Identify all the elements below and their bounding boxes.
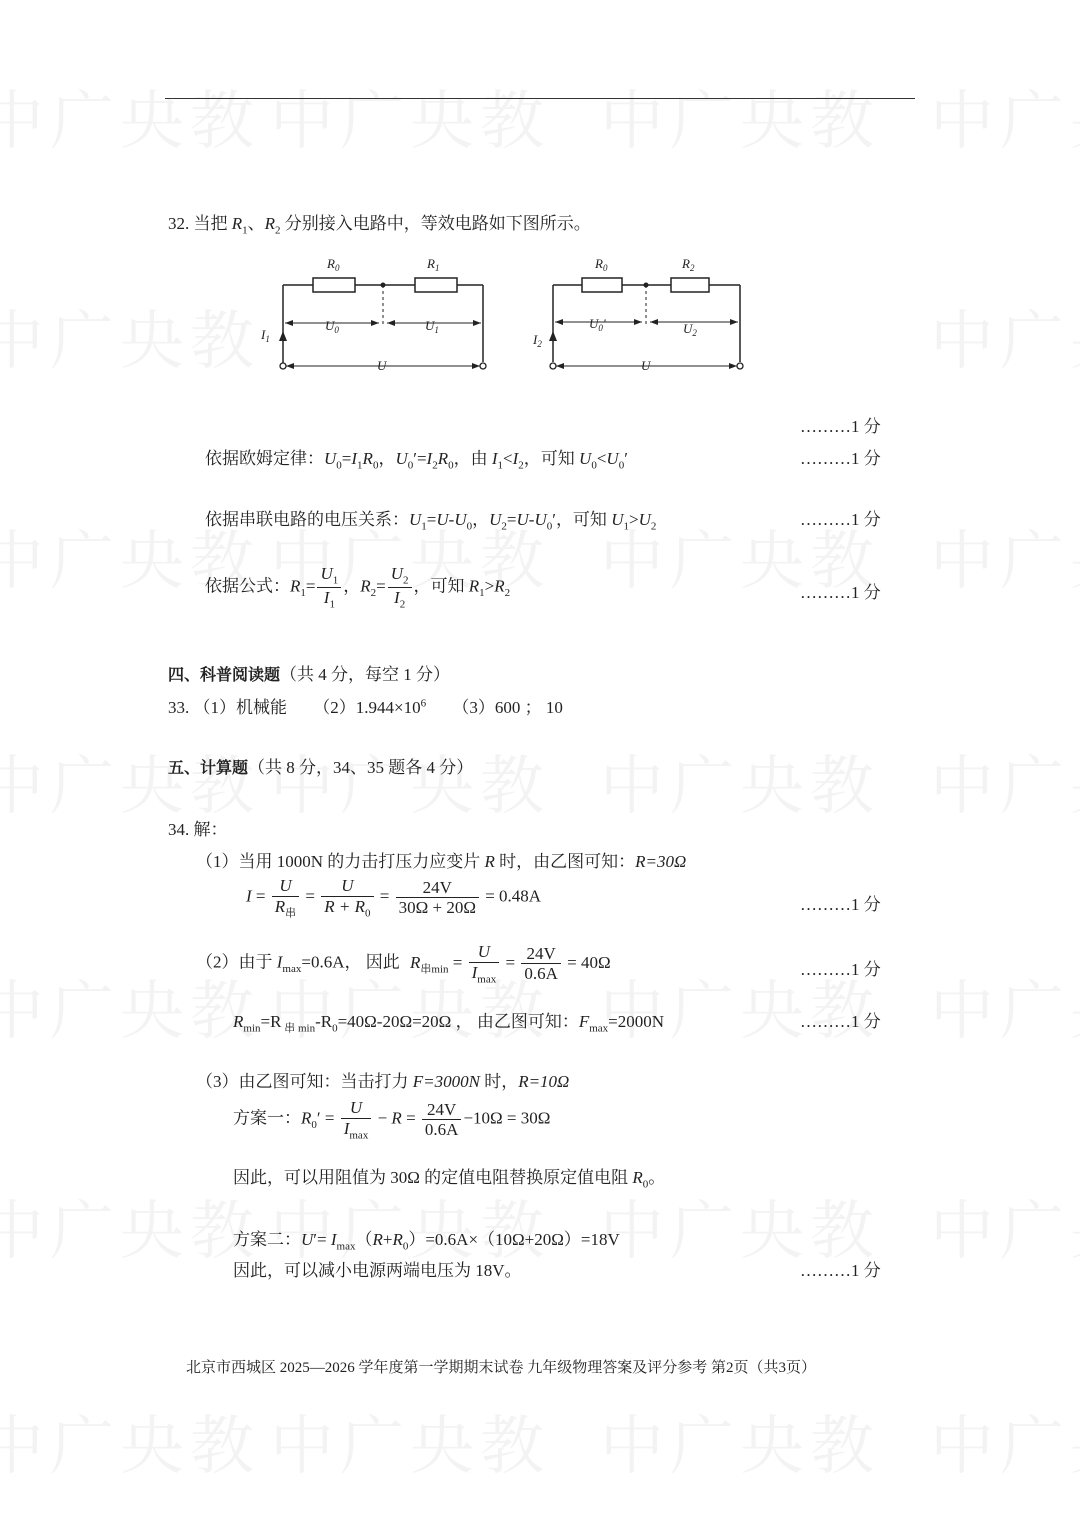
answer-2: $(2)1.944\times 10^6$: [313, 697, 427, 717]
q32-ohm-law-line: 依据欧姆定律：$U_0=I_1R_0$，$U_0'=I_2R_0$，由 $I_1<I_2$，可知 $U_0<U_0'$: [205, 449, 628, 472]
label-u: U: [641, 358, 651, 373]
sub: 1: [242, 224, 248, 237]
label-i1: I: [261, 327, 266, 342]
symbol-r2: R: [264, 214, 276, 233]
score-marker: ………1 分: [800, 895, 881, 914]
label-u1: U: [425, 318, 435, 333]
question-number: 33.: [168, 698, 190, 717]
svg-text:U1: [425, 318, 439, 335]
page-footer: 北京市西城区 2025—2026 学年度第一学期期末试卷 九年级物理答案及评分参考 第2页（共3页）: [186, 1360, 817, 1376]
prime: ′: [602, 316, 606, 331]
section-4-heading: [168, 660, 450, 685]
answer-3: （3）600 ； 10: [452, 698, 563, 717]
intro-text: 当把: [193, 214, 228, 233]
q34-plan1-conclusion: 因此，可以用阻值为 30Ω 的定值电阻替换原定值电阻 $R_0$。: [233, 1168, 666, 1191]
score-marker: ………1 分: [800, 510, 881, 529]
sub: 2: [537, 339, 542, 349]
watermark-text: [0, 290, 260, 382]
watermark-text: [270, 1395, 550, 1487]
line-mid: ，可知: [413, 576, 465, 596]
symbol-r1: R: [231, 214, 243, 233]
svg-text:U0′: [589, 316, 606, 333]
q32-formula-line: 依据公式：$R_1=$ $\frac{U_1}{I_1}$ ，$R_2=$ $\frac{U_2}{I_2}$ ，可知 $R_1>R_2$: [205, 564, 511, 611]
watermark-text: [930, 290, 1080, 382]
circuit-diagram-2: [525, 245, 775, 380]
line-prefix: 依据串联电路的电压关系：: [205, 510, 409, 529]
watermark-text: [270, 735, 550, 827]
label-u0-prime: U: [589, 316, 599, 331]
svg-text:I1: [260, 327, 270, 344]
watermark-text: [930, 960, 1080, 1052]
label-r0: R: [327, 256, 335, 271]
label-r0: R: [595, 256, 603, 271]
sub: 0: [598, 323, 603, 333]
intro-tail: 分别接入电路中，等效电路如下图所示。: [284, 214, 591, 233]
sub: 2: [692, 328, 697, 338]
watermark-text: [930, 510, 1080, 602]
label-u2: U: [683, 321, 693, 336]
line-prefix: 依据公式：: [205, 576, 290, 596]
label-u: U: [377, 358, 387, 373]
svg-text:I2: [532, 332, 542, 349]
section-title: 四、科普阅读题: [168, 665, 281, 684]
score-marker: ………1 分: [800, 1012, 881, 1031]
watermark-text: [930, 1395, 1080, 1487]
q32-intro: [168, 209, 591, 236]
svg-text:R0: [326, 256, 340, 273]
q33-answers: [168, 693, 563, 718]
q34-plan1: 方案一：$R_0'$ = $\frac{U}{I_{max}}$ − R = $\frac{24V}{0.6A}$ −10Ω = 30Ω: [233, 1098, 551, 1141]
answer-1: （1）机械能: [193, 698, 287, 717]
label-u0: U: [325, 318, 335, 333]
section-title: 五、计算题: [168, 758, 249, 777]
svg-text:R0: [594, 256, 608, 273]
watermark-text: [0, 735, 260, 827]
score-marker: ………1 分: [800, 417, 881, 436]
q34-plan2: 方案二：$U'= I_{max}(R+R_0)=0.6A\times(10\Omega+20\Omega)=18V$: [233, 1230, 620, 1253]
q34-part1-text: （1）当用 1000N 的力击打压力应变片 R 时，由乙图可知：R=30Ω: [196, 852, 687, 871]
sub: 2: [275, 224, 281, 237]
q34-heading: 34. 解：: [168, 820, 228, 839]
q32-voltage-line: 依据串联电路的电压关系：$U_1=U-U_0$，$U_2=U-U_0'$，可知 $U_1>U_2$: [205, 510, 657, 533]
svg-text:U0: [325, 318, 339, 335]
q34-part3-text: （3）由乙图可知：当击打力 F=3000N 时，R=10Ω: [196, 1072, 570, 1091]
watermark-text: [270, 70, 550, 162]
sub: 1: [434, 263, 440, 273]
watermark-text: [600, 735, 880, 827]
header-rule: [165, 98, 915, 99]
sub: 2: [689, 263, 695, 273]
q34-plan2-conclusion: 因此，可以减小电源两端电压为 18V。: [233, 1261, 522, 1280]
label-r2: R: [682, 256, 690, 271]
label-r1: R: [427, 256, 435, 271]
watermark-text: [0, 1180, 260, 1272]
circuit-diagram-1: [255, 245, 505, 380]
q34-eq2: （2）由于 $I_{max}=0.6A$， 因此 $R_{串min}$ = $\frac{U}{I_{max}}$ = $\frac{24V}{0.6A}$ = 40Ω: [196, 942, 611, 985]
watermark-text: [600, 70, 880, 162]
score-marker: ………1 分: [800, 583, 881, 602]
section-5-heading: [168, 753, 473, 778]
watermark-text: [930, 70, 1080, 162]
svg-text:R1: [426, 256, 439, 273]
sub: 1: [434, 325, 439, 335]
watermark-text: [600, 1395, 880, 1487]
section-note: （共 4 分，每空 1 分）: [280, 665, 451, 684]
sub: 0: [334, 263, 340, 273]
separator: 、: [247, 214, 265, 233]
q34-part2-line2: $R_{min}=R$ $_{串 min}-R_0=40\Omega-20\Omega=20\Omega$ ， 由乙图可知：$F_{max}=2000N$: [233, 1012, 665, 1035]
score-marker: ………1 分: [800, 960, 881, 979]
score-marker: ………1 分: [800, 449, 881, 468]
svg-text:R2: [681, 256, 695, 273]
sub: 0: [602, 263, 608, 273]
watermark-text: [0, 70, 260, 162]
line-prefix: 依据欧姆定律：: [205, 449, 324, 468]
label-i2: I: [533, 332, 538, 347]
section-note: （共 8 分，34、35 题各 4 分）: [248, 758, 474, 777]
sub: 0: [334, 325, 339, 335]
watermark-text: [0, 1395, 260, 1487]
q34-eq1: I = $\frac{U}{R_串}$ = $\frac{U}{R + R_0}$ = $\frac{24V}{30\Omega + 20\Omega}$ = 0.48A: [246, 876, 542, 919]
score-marker: ………1 分: [800, 1261, 881, 1280]
watermark-text: [930, 735, 1080, 827]
watermark-text: [930, 1180, 1080, 1272]
sub: 1: [265, 334, 270, 344]
fraction: $\frac{U_2}{I_2}$: [388, 564, 412, 611]
fraction: $\frac{U_1}{I_1}$: [317, 564, 341, 611]
question-number: 32.: [168, 214, 190, 233]
svg-text:U2: [683, 321, 697, 338]
